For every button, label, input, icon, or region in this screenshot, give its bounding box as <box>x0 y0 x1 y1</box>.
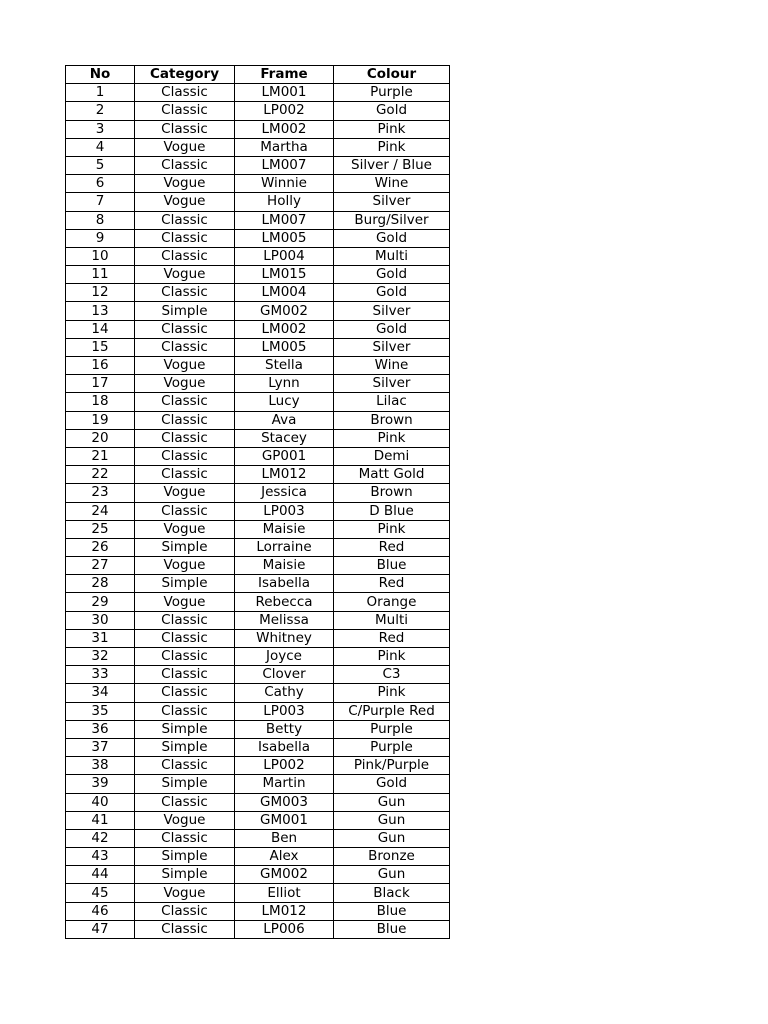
cell-no: 44 <box>66 866 135 884</box>
table-row <box>66 611 450 629</box>
cell-colour: Black <box>334 884 450 902</box>
cell-colour: Pink <box>334 520 450 538</box>
cell-frame: Holly <box>235 193 334 211</box>
cell-category: Classic <box>135 466 235 484</box>
cell-no: 9 <box>66 229 135 247</box>
cell-colour: Burg/Silver <box>334 211 450 229</box>
cell-category: Simple <box>135 538 235 556</box>
table-row <box>66 320 450 338</box>
cell-colour: Pink <box>334 138 450 156</box>
cell-colour: Wine <box>334 357 450 375</box>
table-row <box>66 175 450 193</box>
cell-category: Vogue <box>135 175 235 193</box>
cell-category: Vogue <box>135 375 235 393</box>
cell-category: Classic <box>135 702 235 720</box>
table-row <box>66 520 450 538</box>
cell-no: 2 <box>66 102 135 120</box>
table-row <box>66 557 450 575</box>
table-body <box>66 84 450 939</box>
cell-frame: LM002 <box>235 120 334 138</box>
cell-no: 46 <box>66 902 135 920</box>
cell-no: 42 <box>66 829 135 847</box>
table-row <box>66 775 450 793</box>
cell-frame: Betty <box>235 720 334 738</box>
table-row <box>66 738 450 756</box>
table-row <box>66 593 450 611</box>
cell-frame: LM004 <box>235 284 334 302</box>
table-row <box>66 702 450 720</box>
cell-colour: Demi <box>334 447 450 465</box>
cell-colour: Silver / Blue <box>334 156 450 174</box>
cell-no: 41 <box>66 811 135 829</box>
cell-no: 23 <box>66 484 135 502</box>
cell-colour: Purple <box>334 84 450 102</box>
cell-colour: Red <box>334 629 450 647</box>
cell-no: 4 <box>66 138 135 156</box>
cell-colour: Gold <box>334 775 450 793</box>
table-row <box>66 393 450 411</box>
cell-colour: Pink <box>334 120 450 138</box>
cell-colour: Silver <box>334 375 450 393</box>
cell-colour: Multi <box>334 611 450 629</box>
cell-frame: LM012 <box>235 466 334 484</box>
cell-frame: LM007 <box>235 211 334 229</box>
cell-frame: LM005 <box>235 229 334 247</box>
cell-frame: Winnie <box>235 175 334 193</box>
cell-colour: Brown <box>334 484 450 502</box>
cell-no: 19 <box>66 411 135 429</box>
cell-no: 21 <box>66 447 135 465</box>
cell-colour: Gold <box>334 284 450 302</box>
cell-frame: Lucy <box>235 393 334 411</box>
cell-category: Simple <box>135 302 235 320</box>
cell-frame: Elliot <box>235 884 334 902</box>
cell-frame: LM002 <box>235 320 334 338</box>
cell-category: Classic <box>135 793 235 811</box>
cell-colour: Blue <box>334 902 450 920</box>
cell-no: 28 <box>66 575 135 593</box>
cell-category: Simple <box>135 866 235 884</box>
cell-no: 14 <box>66 320 135 338</box>
cell-frame: Martin <box>235 775 334 793</box>
cell-no: 22 <box>66 466 135 484</box>
cell-colour: Purple <box>334 738 450 756</box>
cell-no: 12 <box>66 284 135 302</box>
table-row <box>66 102 450 120</box>
cell-category: Classic <box>135 393 235 411</box>
column-header-frame: Frame <box>235 66 334 84</box>
table-row <box>66 84 450 102</box>
table-row <box>66 357 450 375</box>
cell-colour: Wine <box>334 175 450 193</box>
cell-no: 15 <box>66 338 135 356</box>
cell-no: 45 <box>66 884 135 902</box>
cell-category: Vogue <box>135 557 235 575</box>
cell-colour: Orange <box>334 593 450 611</box>
cell-colour: Silver <box>334 193 450 211</box>
cell-category: Classic <box>135 429 235 447</box>
cell-colour: Gun <box>334 829 450 847</box>
cell-category: Classic <box>135 611 235 629</box>
cell-no: 17 <box>66 375 135 393</box>
cell-frame: Joyce <box>235 648 334 666</box>
cell-colour: Pink/Purple <box>334 757 450 775</box>
cell-colour: Blue <box>334 920 450 938</box>
cell-frame: GM003 <box>235 793 334 811</box>
cell-category: Classic <box>135 284 235 302</box>
table-row <box>66 793 450 811</box>
cell-no: 1 <box>66 84 135 102</box>
cell-no: 16 <box>66 357 135 375</box>
table-row <box>66 411 450 429</box>
cell-no: 26 <box>66 538 135 556</box>
table-row <box>66 284 450 302</box>
cell-frame: Isabella <box>235 575 334 593</box>
cell-frame: LP006 <box>235 920 334 938</box>
cell-category: Classic <box>135 902 235 920</box>
cell-colour: Red <box>334 538 450 556</box>
cell-frame: Whitney <box>235 629 334 647</box>
cell-frame: LM007 <box>235 156 334 174</box>
table-row <box>66 666 450 684</box>
table-row <box>66 757 450 775</box>
cell-category: Classic <box>135 102 235 120</box>
cell-no: 43 <box>66 848 135 866</box>
cell-frame: LP003 <box>235 502 334 520</box>
cell-category: Simple <box>135 848 235 866</box>
cell-colour: Matt Gold <box>334 466 450 484</box>
table-row <box>66 902 450 920</box>
cell-category: Classic <box>135 229 235 247</box>
cell-no: 8 <box>66 211 135 229</box>
cell-category: Classic <box>135 447 235 465</box>
cell-category: Classic <box>135 629 235 647</box>
frames-table <box>65 65 450 939</box>
cell-no: 29 <box>66 593 135 611</box>
cell-no: 27 <box>66 557 135 575</box>
cell-no: 10 <box>66 247 135 265</box>
cell-category: Classic <box>135 84 235 102</box>
table-row <box>66 502 450 520</box>
cell-category: Classic <box>135 120 235 138</box>
cell-frame: Jessica <box>235 484 334 502</box>
cell-category: Simple <box>135 775 235 793</box>
cell-no: 32 <box>66 648 135 666</box>
cell-category: Simple <box>135 575 235 593</box>
cell-frame: Rebecca <box>235 593 334 611</box>
cell-category: Classic <box>135 920 235 938</box>
cell-category: Classic <box>135 338 235 356</box>
cell-no: 38 <box>66 757 135 775</box>
table-header-row <box>66 66 450 84</box>
cell-frame: LM012 <box>235 902 334 920</box>
cell-category: Vogue <box>135 520 235 538</box>
cell-frame: Alex <box>235 848 334 866</box>
cell-category: Classic <box>135 247 235 265</box>
cell-no: 30 <box>66 611 135 629</box>
cell-frame: GP001 <box>235 447 334 465</box>
table-row <box>66 156 450 174</box>
table-row <box>66 538 450 556</box>
cell-frame: Stacey <box>235 429 334 447</box>
table-row <box>66 302 450 320</box>
table-row <box>66 684 450 702</box>
cell-no: 24 <box>66 502 135 520</box>
cell-frame: LP003 <box>235 702 334 720</box>
column-header-no: No <box>66 66 135 84</box>
cell-no: 34 <box>66 684 135 702</box>
cell-category: Simple <box>135 720 235 738</box>
table-row <box>66 229 450 247</box>
cell-frame: Maisie <box>235 520 334 538</box>
cell-category: Classic <box>135 411 235 429</box>
table-row <box>66 375 450 393</box>
cell-no: 3 <box>66 120 135 138</box>
cell-frame: Clover <box>235 666 334 684</box>
cell-colour: Red <box>334 575 450 593</box>
cell-frame: LP002 <box>235 102 334 120</box>
cell-colour: Gold <box>334 266 450 284</box>
cell-frame: Isabella <box>235 738 334 756</box>
table-row <box>66 266 450 284</box>
cell-colour: Brown <box>334 411 450 429</box>
table-row <box>66 466 450 484</box>
cell-category: Classic <box>135 502 235 520</box>
table-row <box>66 629 450 647</box>
table-row <box>66 120 450 138</box>
cell-no: 18 <box>66 393 135 411</box>
cell-category: Classic <box>135 156 235 174</box>
cell-colour: Gun <box>334 811 450 829</box>
cell-frame: Maisie <box>235 557 334 575</box>
cell-no: 31 <box>66 629 135 647</box>
cell-colour: Gun <box>334 793 450 811</box>
cell-frame: Ben <box>235 829 334 847</box>
column-header-category: Category <box>135 66 235 84</box>
cell-no: 47 <box>66 920 135 938</box>
cell-frame: LP002 <box>235 757 334 775</box>
column-header-colour: Colour <box>334 66 450 84</box>
cell-no: 33 <box>66 666 135 684</box>
cell-frame: LP004 <box>235 247 334 265</box>
cell-category: Classic <box>135 320 235 338</box>
cell-category: Classic <box>135 684 235 702</box>
table-row <box>66 920 450 938</box>
cell-no: 11 <box>66 266 135 284</box>
cell-category: Vogue <box>135 811 235 829</box>
table-row <box>66 884 450 902</box>
cell-category: Simple <box>135 738 235 756</box>
table-row <box>66 193 450 211</box>
cell-colour: Pink <box>334 429 450 447</box>
cell-colour: Purple <box>334 720 450 738</box>
cell-no: 40 <box>66 793 135 811</box>
cell-no: 7 <box>66 193 135 211</box>
cell-no: 20 <box>66 429 135 447</box>
cell-frame: Ava <box>235 411 334 429</box>
cell-colour: Gold <box>334 229 450 247</box>
cell-colour: D Blue <box>334 502 450 520</box>
cell-colour: Silver <box>334 338 450 356</box>
cell-frame: GM002 <box>235 302 334 320</box>
cell-no: 6 <box>66 175 135 193</box>
table-row <box>66 484 450 502</box>
cell-colour: Blue <box>334 557 450 575</box>
cell-no: 25 <box>66 520 135 538</box>
cell-category: Classic <box>135 757 235 775</box>
cell-colour: Gun <box>334 866 450 884</box>
cell-frame: GM001 <box>235 811 334 829</box>
cell-colour: Lilac <box>334 393 450 411</box>
table-row <box>66 447 450 465</box>
cell-frame: GM002 <box>235 866 334 884</box>
cell-category: Vogue <box>135 193 235 211</box>
cell-colour: Silver <box>334 302 450 320</box>
cell-category: Classic <box>135 648 235 666</box>
table-row <box>66 848 450 866</box>
cell-category: Vogue <box>135 138 235 156</box>
cell-colour: C3 <box>334 666 450 684</box>
cell-frame: Stella <box>235 357 334 375</box>
cell-colour: C/Purple Red <box>334 702 450 720</box>
table-row <box>66 811 450 829</box>
cell-colour: Pink <box>334 648 450 666</box>
cell-no: 13 <box>66 302 135 320</box>
table-row <box>66 338 450 356</box>
table-row <box>66 211 450 229</box>
cell-no: 37 <box>66 738 135 756</box>
table-row <box>66 720 450 738</box>
cell-frame: LM005 <box>235 338 334 356</box>
table-row <box>66 866 450 884</box>
cell-no: 35 <box>66 702 135 720</box>
spreadsheet-page <box>65 65 449 939</box>
table-row <box>66 429 450 447</box>
cell-category: Classic <box>135 666 235 684</box>
cell-category: Vogue <box>135 884 235 902</box>
table-row <box>66 247 450 265</box>
cell-colour: Gold <box>334 102 450 120</box>
cell-frame: Martha <box>235 138 334 156</box>
cell-category: Vogue <box>135 593 235 611</box>
cell-frame: LM001 <box>235 84 334 102</box>
cell-frame: Lorraine <box>235 538 334 556</box>
cell-category: Vogue <box>135 266 235 284</box>
cell-no: 5 <box>66 156 135 174</box>
cell-no: 39 <box>66 775 135 793</box>
table-row <box>66 575 450 593</box>
cell-frame: Melissa <box>235 611 334 629</box>
cell-category: Vogue <box>135 484 235 502</box>
cell-frame: LM015 <box>235 266 334 284</box>
cell-no: 36 <box>66 720 135 738</box>
cell-frame: Lynn <box>235 375 334 393</box>
cell-category: Vogue <box>135 357 235 375</box>
table-row <box>66 829 450 847</box>
cell-colour: Gold <box>334 320 450 338</box>
cell-frame: Cathy <box>235 684 334 702</box>
cell-colour: Pink <box>334 684 450 702</box>
table-row <box>66 648 450 666</box>
cell-category: Classic <box>135 211 235 229</box>
cell-colour: Multi <box>334 247 450 265</box>
table-row <box>66 138 450 156</box>
cell-category: Classic <box>135 829 235 847</box>
cell-colour: Bronze <box>334 848 450 866</box>
